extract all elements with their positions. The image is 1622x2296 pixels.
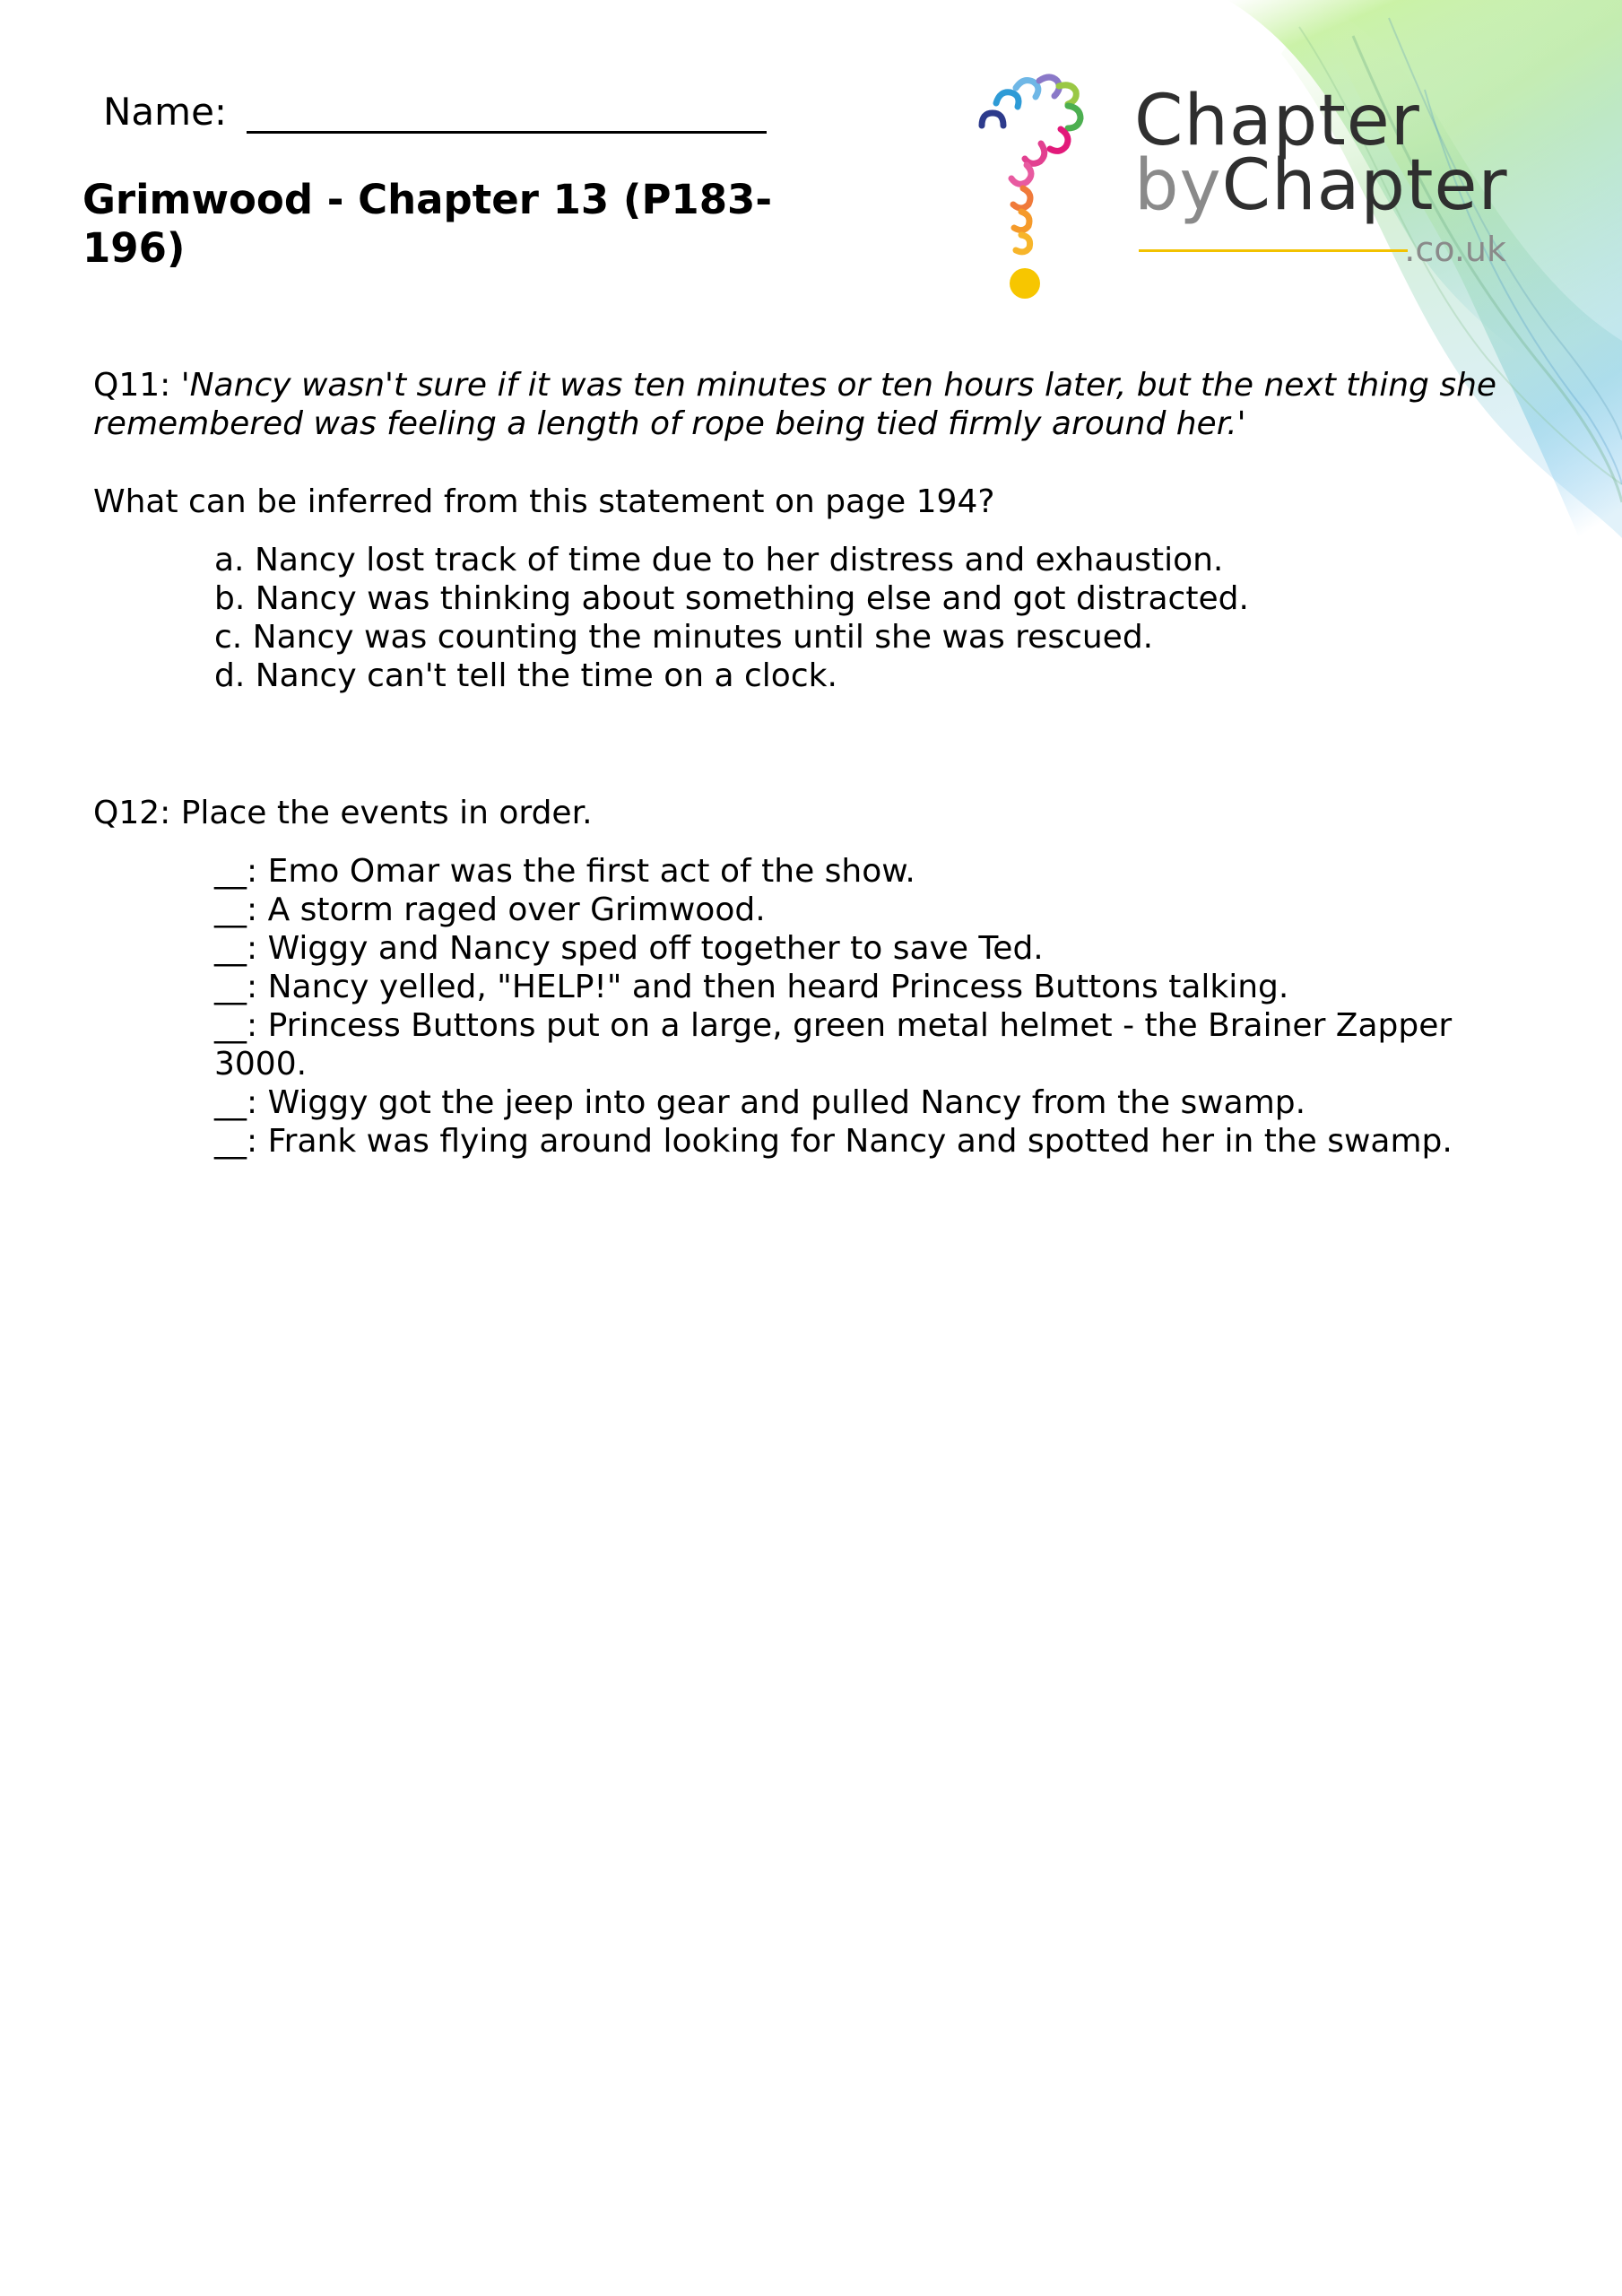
q12-prompt: Q12: Place the events in order. [93,795,593,831]
logo-wordmark [1134,81,1508,226]
q11-quote: 'Nancy wasn't sure if it was ten minutes or ten hours later, but the next thing she remembered was feeling a length of rope being tied firmly around her.' [93,367,1497,442]
q12-events [93,852,1546,1161]
worksheet-title: Grimwood - Chapter 13 (P183-196) [82,176,773,272]
name-blank-line[interactable] [247,91,767,134]
q11-quote-line [93,366,1546,443]
question-mark-books-icon [964,54,1125,314]
logo-word-bychapter [1134,145,1508,226]
name-label: Name: [103,90,228,134]
logo-domain [1139,230,1515,269]
q12-event[interactable]: __: Wiggy and Nancy sped off together to save Ted. [214,930,1044,967]
q11-option-a[interactable]: a. Nancy lost track of time due to her distress and exhaustion. [214,542,1224,578]
q12-event[interactable]: __: Princess Buttons put on a large, green metal helmet - the Brainer Zapper 3000. [214,1007,1453,1083]
q12-event[interactable]: __: Frank was flying around looking for Nancy and spotted her in the swamp. [214,1123,1453,1160]
name-field[interactable] [103,90,767,134]
logo-underline [1139,249,1408,252]
logo-word-by: by [1134,145,1222,226]
q11-options [93,541,1546,695]
question-11 [93,366,1546,695]
q12-event[interactable]: __: Nancy yelled, "HELP!" and then heard Princess Buttons talking. [214,969,1289,1005]
question-12 [93,794,1546,1161]
q12-event[interactable]: __: Emo Omar was the first act of the show. [214,853,915,890]
logo-word-chapter-2: Chapter [1221,145,1508,226]
q11-option-d[interactable]: d. Nancy can't tell the time on a clock. [214,657,837,694]
logo-couk-text: .co.uk [1404,230,1506,269]
worksheet-content [93,366,1546,1161]
q11-option-c[interactable]: c. Nancy was counting the minutes until she was rescued. [214,619,1154,656]
logo-word-chapter: Chapter [1134,81,1420,161]
q11-label: Q11: [93,367,171,404]
q12-event[interactable]: __: A storm raged over Grimwood. [214,891,766,928]
chapter-by-chapter-logo [964,54,1538,314]
q12-event[interactable]: __: Wiggy got the jeep into gear and pulled Nancy from the swamp. [214,1084,1306,1121]
q11-option-b[interactable]: b. Nancy was thinking about something else and got distracted. [214,580,1249,617]
q11-prompt: What can be inferred from this statement on page 194? [93,483,995,520]
